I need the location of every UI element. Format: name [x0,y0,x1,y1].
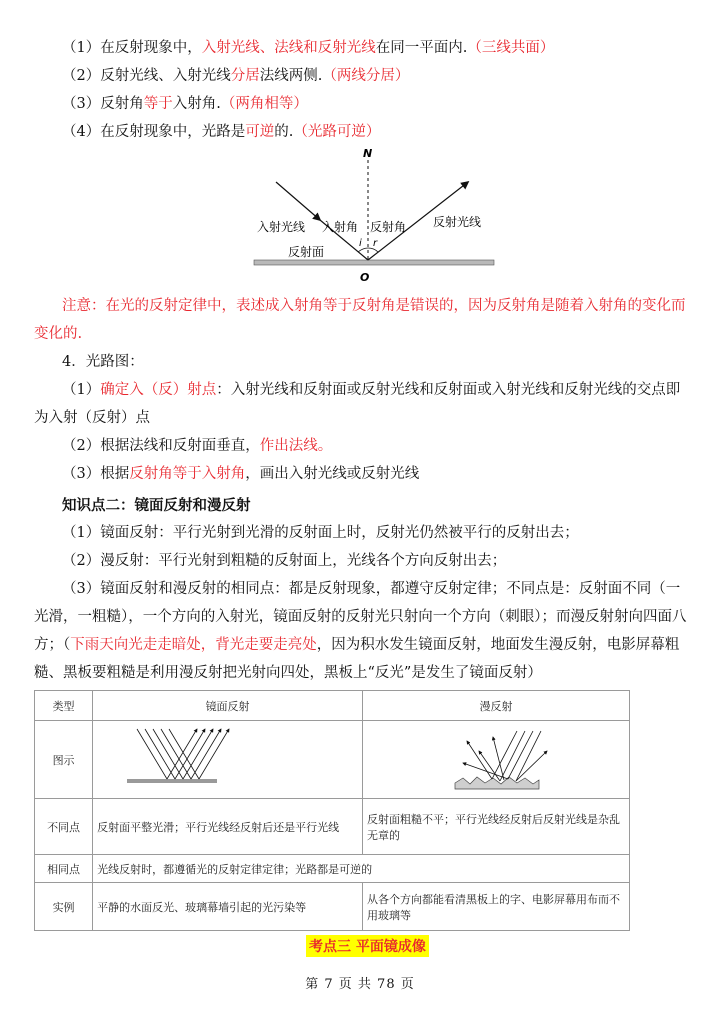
law-2 [62,64,409,85]
law-text: 在同一平面内. [375,40,468,56]
law-text: 法线两侧. [259,68,323,84]
table-cell-diff-mirror: 反射面平整光滑；平行光线经反射后还是平行光线 [93,799,363,855]
mirror-reflection-figure [97,723,349,793]
table-header-type: 类型 [35,691,93,721]
knowledge-2-p2: （2）漫反射：平行光射到粗糙的反射面上，光线各个方向反射出去； [62,553,507,569]
table-cell-diff-diffuse: 反射面粗糙不平；平行光线经反射后反射光线是杂乱无章的 [363,799,630,855]
table-label-diff: 不同点 [35,799,93,855]
caution-line-1: 注意：在光的反射定律中，表述成入射角等于反射角是错误的，因为反射角是随着入射角的变化而 [62,298,686,314]
law-text: 入射角. [172,96,221,112]
law-highlight: 入射光线、法线和反射光线 [201,40,376,56]
step-highlight: 反射角等于入射角 [129,466,246,482]
step-text: ：入射光线和反射面或反射光线和反射面或入射光线和反射光线的交点即 [216,382,681,398]
step-text: （2）根据法线和反射面垂直， [62,438,260,454]
table-row [35,855,630,883]
step-1-line-2: 为入射（反射）点 [34,410,150,426]
knowledge-2-p3-line-4: 糙、黑板要粗糙是利用漫反射把光射向四处，黑板上“反光”是发生了镜面反射） [34,665,542,681]
step-1 [62,378,680,399]
angle-r-label: r [373,238,378,249]
table-cell-example-mirror: 平静的水面反光、玻璃幕墙引起的光污染等 [93,883,363,931]
law-text: （1）在反射现象中， [62,40,202,56]
diffuse-figure-cell [363,721,630,799]
law-text: 的. [274,124,294,140]
normal-label: N [363,147,373,160]
law-text: （3）反射角 [62,96,144,112]
step-3 [62,462,419,483]
comparison-table [34,690,630,931]
point-o-label: O [360,271,370,284]
reflecting-surface [254,260,494,265]
para-highlight: 下雨天向光走走暗处，背光走要走亮处 [70,637,317,653]
table-row [35,799,630,855]
mirror-figure-cell [93,721,363,799]
incident-ray-label: 入射光线 [257,220,306,234]
table-row [35,883,630,931]
table-label-example: 实例 [35,883,93,931]
table-header-diffuse: 漫反射 [363,691,630,721]
caution-line-2: 变化的. [34,326,83,342]
diffuse-reflection-figure [367,723,625,793]
page-footer: 第 7 页 共 78 页 [305,977,415,992]
para-text: ，因为积水发生镜面反射，地面发生漫反射，电影屏幕粗 [316,637,680,653]
step-highlight: 确定入（反）射点 [100,382,217,398]
law-text: （2）反射光线、入射光线 [62,68,231,84]
table-label-figure: 图示 [35,721,93,799]
table-cell-same: 光线反射时，都遵循光的反射定律定律；光路都是可逆的 [93,855,630,883]
law-highlight: 可逆 [245,124,275,140]
knowledge-2-p3-line-1: （3）镜面反射和漫反射的相同点：都是反射现象，都遵守反射定律；不同点是：反射面不同（一 [62,581,681,597]
step-text: （1） [62,382,101,398]
law-note: （三线共面） [467,40,555,56]
law-highlight: 分居 [230,68,260,84]
knowledge-2-p3-line-3 [34,633,679,654]
table-row [35,691,630,721]
table-label-same: 相同点 [35,855,93,883]
law-note: （两角相等） [220,96,308,112]
law-text: （4）在反射现象中，光路是 [62,124,246,140]
table-header-mirror: 镜面反射 [93,691,363,721]
law-1 [62,36,554,57]
table-cell-example-diffuse: 从各个方向都能看清黑板上的字、电影屏幕用布而不用玻璃等 [363,883,630,931]
section-4-title: 4．光路图： [62,354,144,370]
step-text: 。 [317,438,333,454]
law-3 [62,92,308,113]
reflected-ray-label: 反射光线 [433,215,482,229]
knowledge-2-p3-line-2: 光滑，一粗糙），一个方向的入射光，镜面反射的反射光只射向一个方向（刺眼）；而漫反射射向四面八 [34,609,687,625]
incident-angle-label: 入射角 [322,220,359,234]
reflection-diagram [240,145,510,285]
angle-i-label: i [359,238,362,249]
surface-label: 反射面 [288,245,325,259]
step-text: （3）根据 [62,466,130,482]
table-row [35,721,630,799]
step-text: ，画出入射光线或反射光线 [245,466,420,482]
incident-ray [276,182,320,220]
law-note: （光路可逆） [293,124,381,140]
step-2 [62,434,332,455]
section-heading-3: 考点三 平面镜成像 [306,935,429,957]
law-4 [62,120,380,141]
knowledge-2-p1: （1）镜面反射：平行光射到光滑的反射面上时，反射光仍然被平行的反射出去； [62,525,579,541]
law-note: （两线分居） [322,68,410,84]
knowledge-2-title: 知识点二：镜面反射和漫反射 [62,497,251,514]
law-highlight: 等于 [143,96,173,112]
step-highlight: 作出法线 [259,438,318,454]
reflect-angle-label: 反射角 [370,220,407,234]
para-text: 方；（ [34,637,71,653]
